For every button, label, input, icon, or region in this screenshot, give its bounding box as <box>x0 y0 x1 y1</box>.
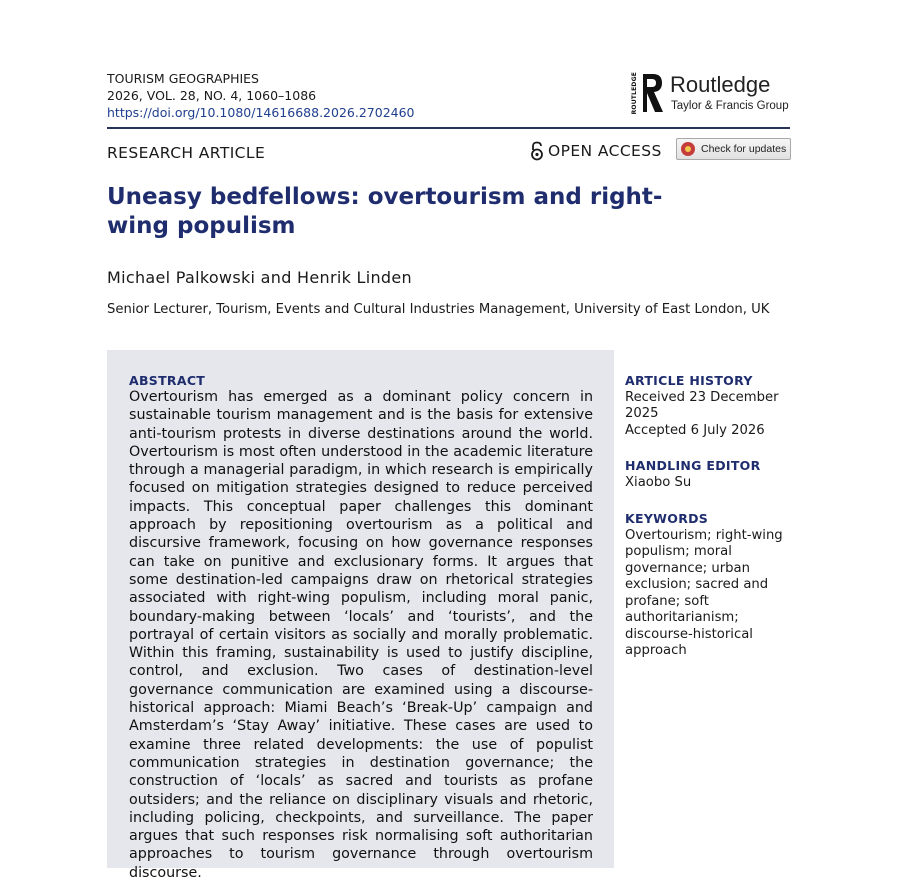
accepted-date: Accepted 6 July 2026 <box>625 422 765 438</box>
article-history <box>625 373 795 439</box>
doi-link[interactable]: https://doi.org/10.1080/14616688.2026.2702460 <box>107 105 415 120</box>
handling-editor <box>625 458 795 491</box>
publisher-name: Routledge <box>670 72 771 97</box>
article-type: RESEARCH ARTICLE <box>107 144 266 162</box>
publisher-group: Taylor & Francis Group <box>671 100 789 112</box>
handling-editor-heading: HANDLING EDITOR <box>625 458 761 473</box>
open-access-label <box>530 141 662 161</box>
journal-name: TOURISM GEOGRAPHIES <box>107 71 259 86</box>
check-updates-label: Check for updates <box>701 143 787 155</box>
article-history-heading: ARTICLE HISTORY <box>625 373 753 388</box>
abstract-box <box>107 350 614 881</box>
journal-info <box>107 70 415 121</box>
article-title: Uneasy bedfellows: overtourism and right-wing populism <box>107 184 663 239</box>
received-date: Received 23 December 2025 <box>625 389 779 421</box>
header-rule <box>107 127 790 129</box>
keywords <box>625 511 785 660</box>
abstract-heading: ABSTRACT <box>129 373 206 388</box>
open-access-text: OPEN ACCESS <box>548 142 662 160</box>
editor-name: Xiaobo Su <box>625 474 692 490</box>
authors[interactable]: Michael Palkowski and Henrik Linden <box>107 268 412 287</box>
check-for-updates-button[interactable] <box>676 138 791 160</box>
publisher-logo <box>633 70 793 116</box>
affiliation: Senior Lecturer, Tourism, Events and Cultural Industries Management, University of East London, UK <box>107 302 770 317</box>
open-lock-icon <box>530 141 544 161</box>
publisher-vertical-text: ROUTLEDGE <box>631 72 638 115</box>
abstract-text: Overtourism has emerged as a dominant policy concern in sustainable tourism management and is the basis for extensive anti-tourism protests in diverse destinations around the world. Overtourism is most often understood in the academic literature through a managerial paradigm, in which research is empirically focused on mitigation strategies designed to reduce perceived impacts. This conceptual paper challenges this dominant approach by repositioning overtourism as a political and discursive framework, focusing on how governance responses can take on punitive and exclusionary forms. It argues that some destination-led campaigns draw on rhetorical strategies associated with right-wing populism, including moral panic, boundary-making between ‘locals’ and ‘tourists’, and the portrayal of certain visitors as socially and morally problematic. Within this framing, sustainability is used to justify discipline, control, and exclusion. Two cases of destination-level governance communication are examined using a discourse-historical approach: Miami Beach’s ‘Break-Up’ campaign and Amsterdam’s ‘Stay Away’ initiative. These cases are used to examine three related developments: the use of populist communication strategies in destination governance; the construction of ‘locals’ as sacred and tourists as profane outsiders; and the reliance on disciplinary visuals and rhetoric, including policing, checkpoints, and surveillance. The paper argues that such responses risk normalising soft authoritarian approaches to tourism governance through overtourism discourse. <box>129 389 593 881</box>
keywords-heading: KEYWORDS <box>625 511 709 526</box>
check-updates-icon <box>681 142 695 156</box>
keywords-list: Overtourism; right-wing populism; moral governance; urban exclusion; sacred and profane; soft authoritarianism; discourse-historical approach <box>625 527 783 658</box>
journal-volume: 2026, VOL. 28, NO. 4, 1060–1086 <box>107 88 317 103</box>
